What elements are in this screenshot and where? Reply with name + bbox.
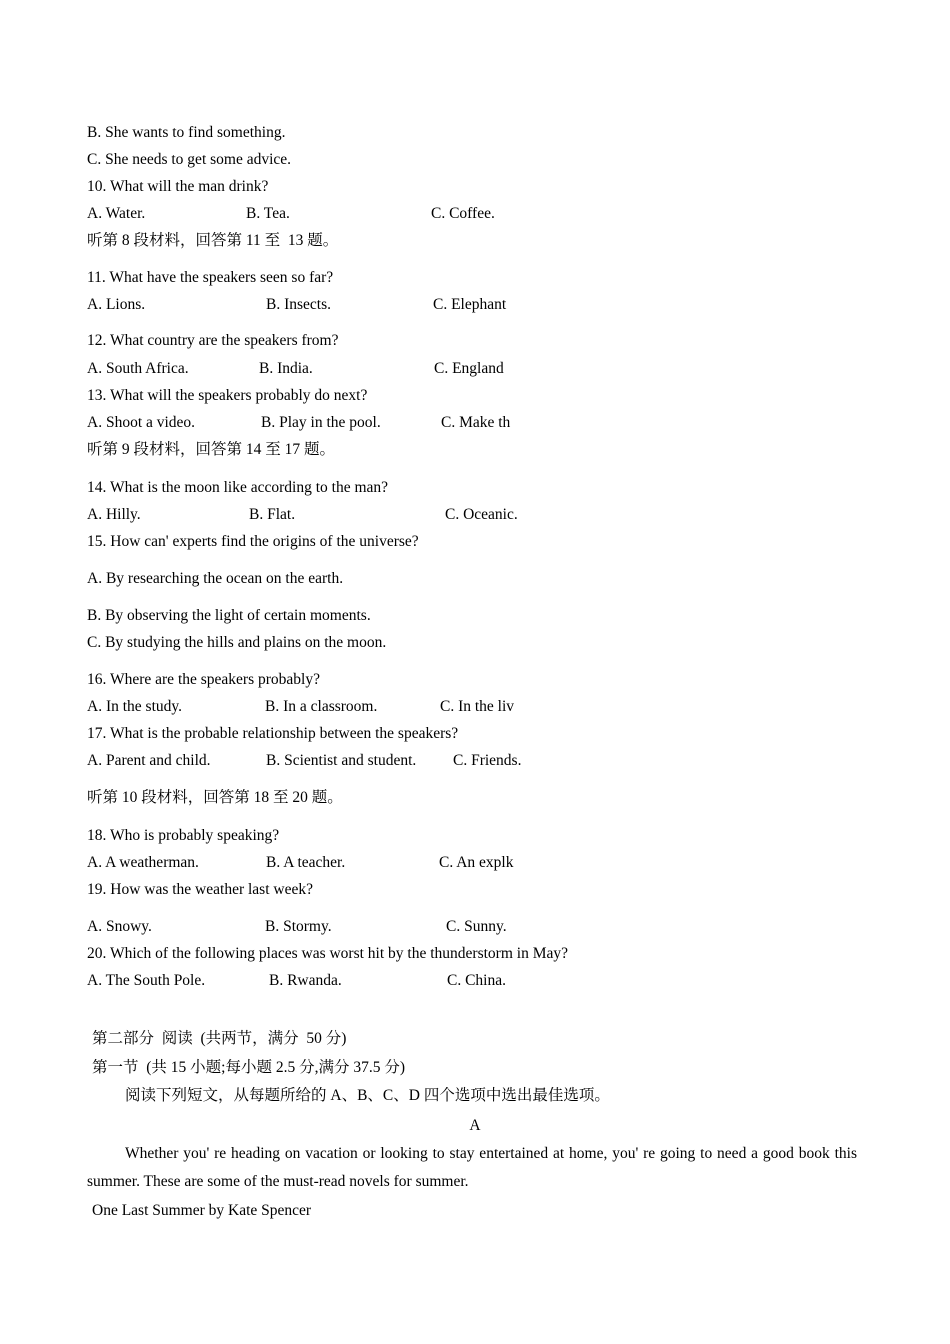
question-16: 16. Where are the speakers probably? [87,671,320,688]
option-19a: A. Snowy. [87,918,152,935]
option-11c: C. Elephant [433,296,507,313]
section-heading-8: 听第 8 段材料，回答第 11 至 13 题。 [87,232,339,249]
option-16a: A. In the study. [87,698,182,715]
passage-label: A [469,1117,481,1134]
option-14b: B. Flat. [249,506,296,523]
question-14: 14. What is the moon like according to the man? [87,479,389,496]
option-13b: B. Play in the pool. [261,414,381,431]
option-10a: A. Water. [87,205,146,222]
question-11: 11. What have the speakers seen so far? [87,269,334,286]
option-18a: A. A weatherman. [87,854,199,871]
question-20: 20. Which of the following places was worst hit by the thunderstorm in May? [87,945,568,962]
section-heading-10: 听第 10 段材料，回答第 18 至 20 题。 [87,789,343,806]
line-l1: B. She wants to find something. [87,124,286,141]
option-15a: A. By researching the ocean on the earth. [87,570,344,587]
option-17a: A. Parent and child. [87,752,211,769]
option-18c: C. An explk [439,854,514,871]
option-10c: C. Coffee. [431,205,495,222]
option-15c: C. By studying the hills and plains on the moon. [87,634,387,651]
option-20a: A. The South Pole. [87,972,206,989]
question-12: 12. What country are the speakers from? [87,332,339,349]
option-14a: A. Hilly. [87,506,141,523]
part2-instruction: 阅读下列短文，从每题所给的 A、B、C、D 四个选项中选出最佳选项。 [125,1087,610,1104]
option-19c: C. Sunny. [446,918,507,935]
option-11a: A. Lions. [87,296,146,313]
option-16c: C. In the liv [440,698,515,715]
part2-section1: 第一节 (共 15 小题;每小题 2.5 分,满分 37.5 分) [92,1059,406,1076]
option-17c: C. Friends. [453,752,522,769]
option-16b: B. In a classroom. [265,698,378,715]
option-12b: B. India. [259,360,313,377]
question-13: 13. What will the speakers probably do next? [87,387,368,404]
option-19b: B. Stormy. [265,918,332,935]
option-20b: B. Rwanda. [269,972,342,989]
part2-title: 第二部分 阅读 (共两节，满分 50 分) [92,1030,347,1047]
option-13c: C. Make th [441,414,511,431]
option-13a: A. Shoot a video. [87,414,196,431]
book-title: One Last Summer by Kate Spencer [92,1202,312,1219]
question-18: 18. Who is probably speaking? [87,827,280,844]
question-15: 15. How can' experts find the origins of the universe? [87,533,419,550]
option-14c: C. Oceanic. [445,506,518,523]
option-11b: B. Insects. [266,296,332,313]
line-l2: C. She needs to get some advice. [87,151,292,168]
option-20c: C. China. [447,972,506,989]
question-17: 17. What is the probable relationship between the speakers? [87,725,459,742]
question-19: 19. How was the weather last week? [87,881,313,898]
option-12a: A. South Africa. [87,360,189,377]
passage-paragraph: Whether you' re heading on vacation or looking to stay entertained at home, you' re going to need a good book this summer. These are some of the must-read novels for summer. [87,1145,857,1190]
option-12c: C. England [434,360,504,377]
option-17b: B. Scientist and student. [266,752,417,769]
question-10: 10. What will the man drink? [87,178,269,195]
option-10b: B. Tea. [246,205,290,222]
option-15b: B. By observing the light of certain moments. [87,607,371,624]
section-heading-9: 听第 9 段材料，回答第 14 至 17 题。 [87,441,336,458]
option-18b: B. A teacher. [266,854,346,871]
